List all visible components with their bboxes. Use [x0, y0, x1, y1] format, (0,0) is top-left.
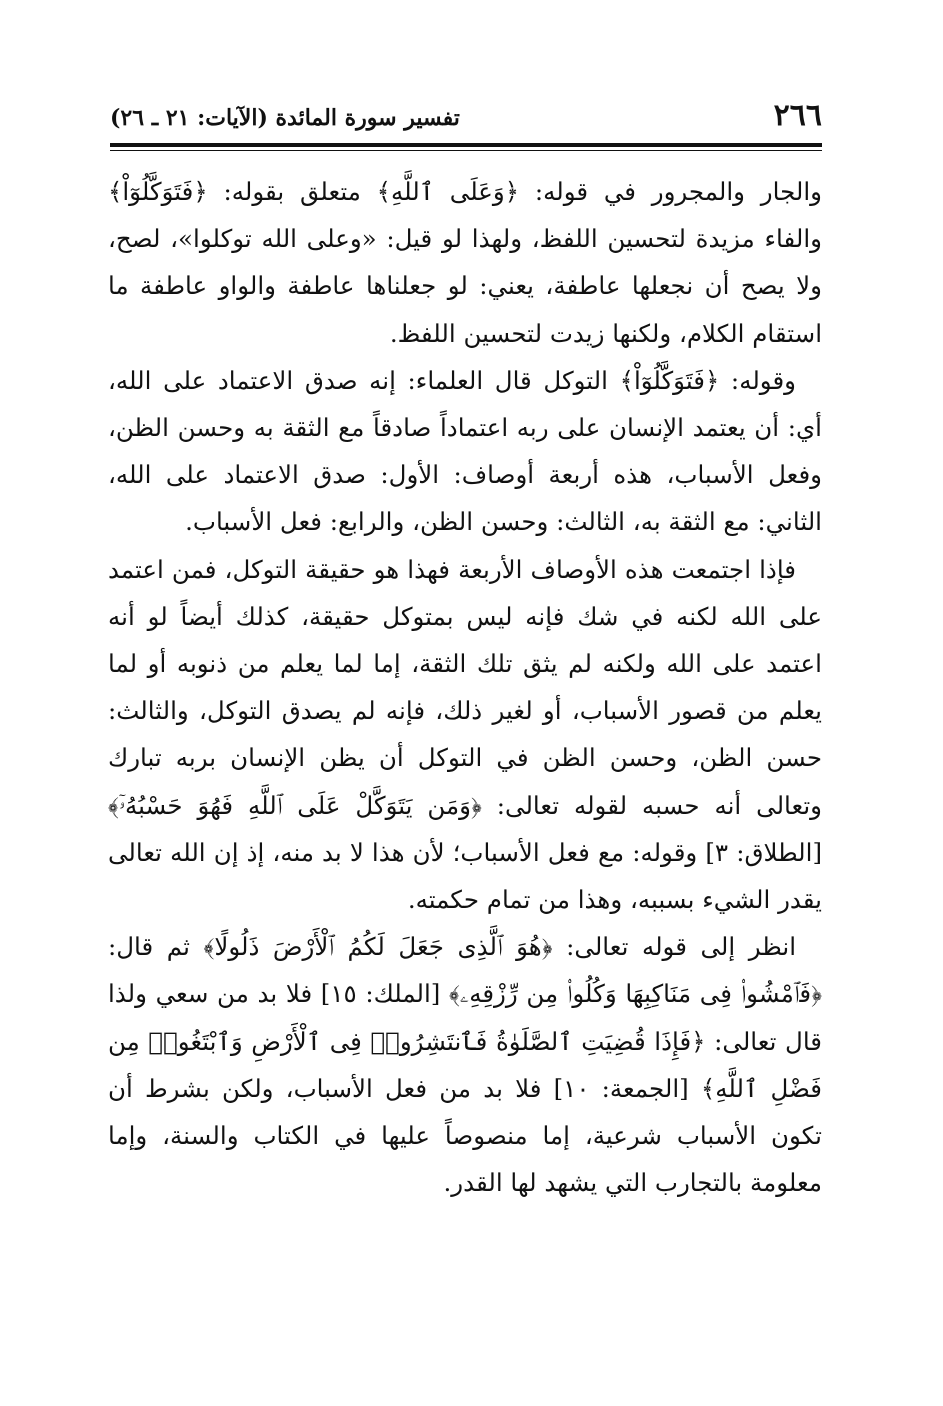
running-title: تفسير سورة المائدة (الآيات: ٢١ ـ ٢٦) [110, 105, 460, 131]
page-number: ٢٦٦ [773, 98, 822, 133]
header-rule-thin [110, 150, 822, 151]
header-rule-thick [110, 143, 822, 147]
paragraph: وقوله: ﴿فَتَوَكَّلُوٓاْ﴾ التوكل قال العلماء: إنه صدق الاعتماد على الله، أي: أن يعتمد الإنسان على ربه اعتماداً صادقاً مع الثقة به وحسن الظن، وفعل الأسباب، هذه أربعة أوصاف: الأول: صدق الاعتماد على الله، الثاني: مع الثقة به، الثالث: وحسن الظن، والرابع: فعل الأسباب. [108, 365, 822, 537]
paragraph: والجار والمجرور في قوله: ﴿وَعَلَى ٱللَّهِ﴾ متعلق بقوله: ﴿فَتَوَكَّلُوٓاْ﴾ والفاء مزيدة لتحسين اللفظ، ولهذا لو قيل: «وعلى الله توكلوا»، لصح، ولا يصح أن نجعلها عاطفة، يعني: لو جعلناها عاطفة والواو عاطفة ما استقام الكلام، ولكنها زيدت لتحسين اللفظ. [108, 177, 822, 348]
page-header [110, 96, 822, 142]
body-text [108, 168, 822, 1206]
paragraph: فإذا اجتمعت هذه الأوصاف الأربعة فهذا هو حقيقة التوكل، فمن اعتمد على الله لكنه في شك فإنه ليس بمتوكل حقيقة، كذلك أيضاً لو أنه اعتمد على الله ولكنه لم يثق تلك الثقة، إما لما يعلم من ذنوبه أو لما يعلم من قصور الأسباب، أو لغير ذلك، فإنه لم يصدق التوكل، والثالث: حسن الظن، وحسن الظن في التوكل أن يظن الإنسان بربه تبارك وتعالى أنه حسبه لقوله تعالى: ﴿وَمَن يَتَوَكَّلْ عَلَى ٱللَّهِ فَهُوَ حَسْبُهُۥٓ﴾ [الطلاق: ٣] وقوله: مع فعل الأسباب؛ لأن هذا لا بد منه، إذ إن الله تعالى يقدر الشيء بسببه، وهذا من تمام حكمته. [108, 554, 822, 915]
paragraph: انظر إلى قوله تعالى: ﴿هُوَ ٱلَّذِى جَعَلَ لَكُمُ ٱلْأَرْضَ ذَلُولًا﴾ ثم قال: ﴿فَٱمْشُوا۟ فِى مَنَاكِبِهَا وَكُلُوا۟ مِن رِّزْقِهِۦ﴾ [الملك: ١٥] فلا بد من سعي ولذا قال تعالى: ﴿فَإِذَا قُضِيَتِ ٱلصَّلَوٰةُ فَٱنتَشِرُوا۟ فِى ٱلْأَرْضِ وَٱبْتَغُوا۟ مِن فَضْلِ ٱللَّهِ﴾ [الجمعة: ١٠] فلا بد من فعل الأسباب، ولكن بشرط أن تكون الأسباب شرعية، إما منصوصاً عليها في الكتاب والسنة، وإما معلومة بالتجارب التي يشهد لها القدر. [108, 932, 822, 1198]
